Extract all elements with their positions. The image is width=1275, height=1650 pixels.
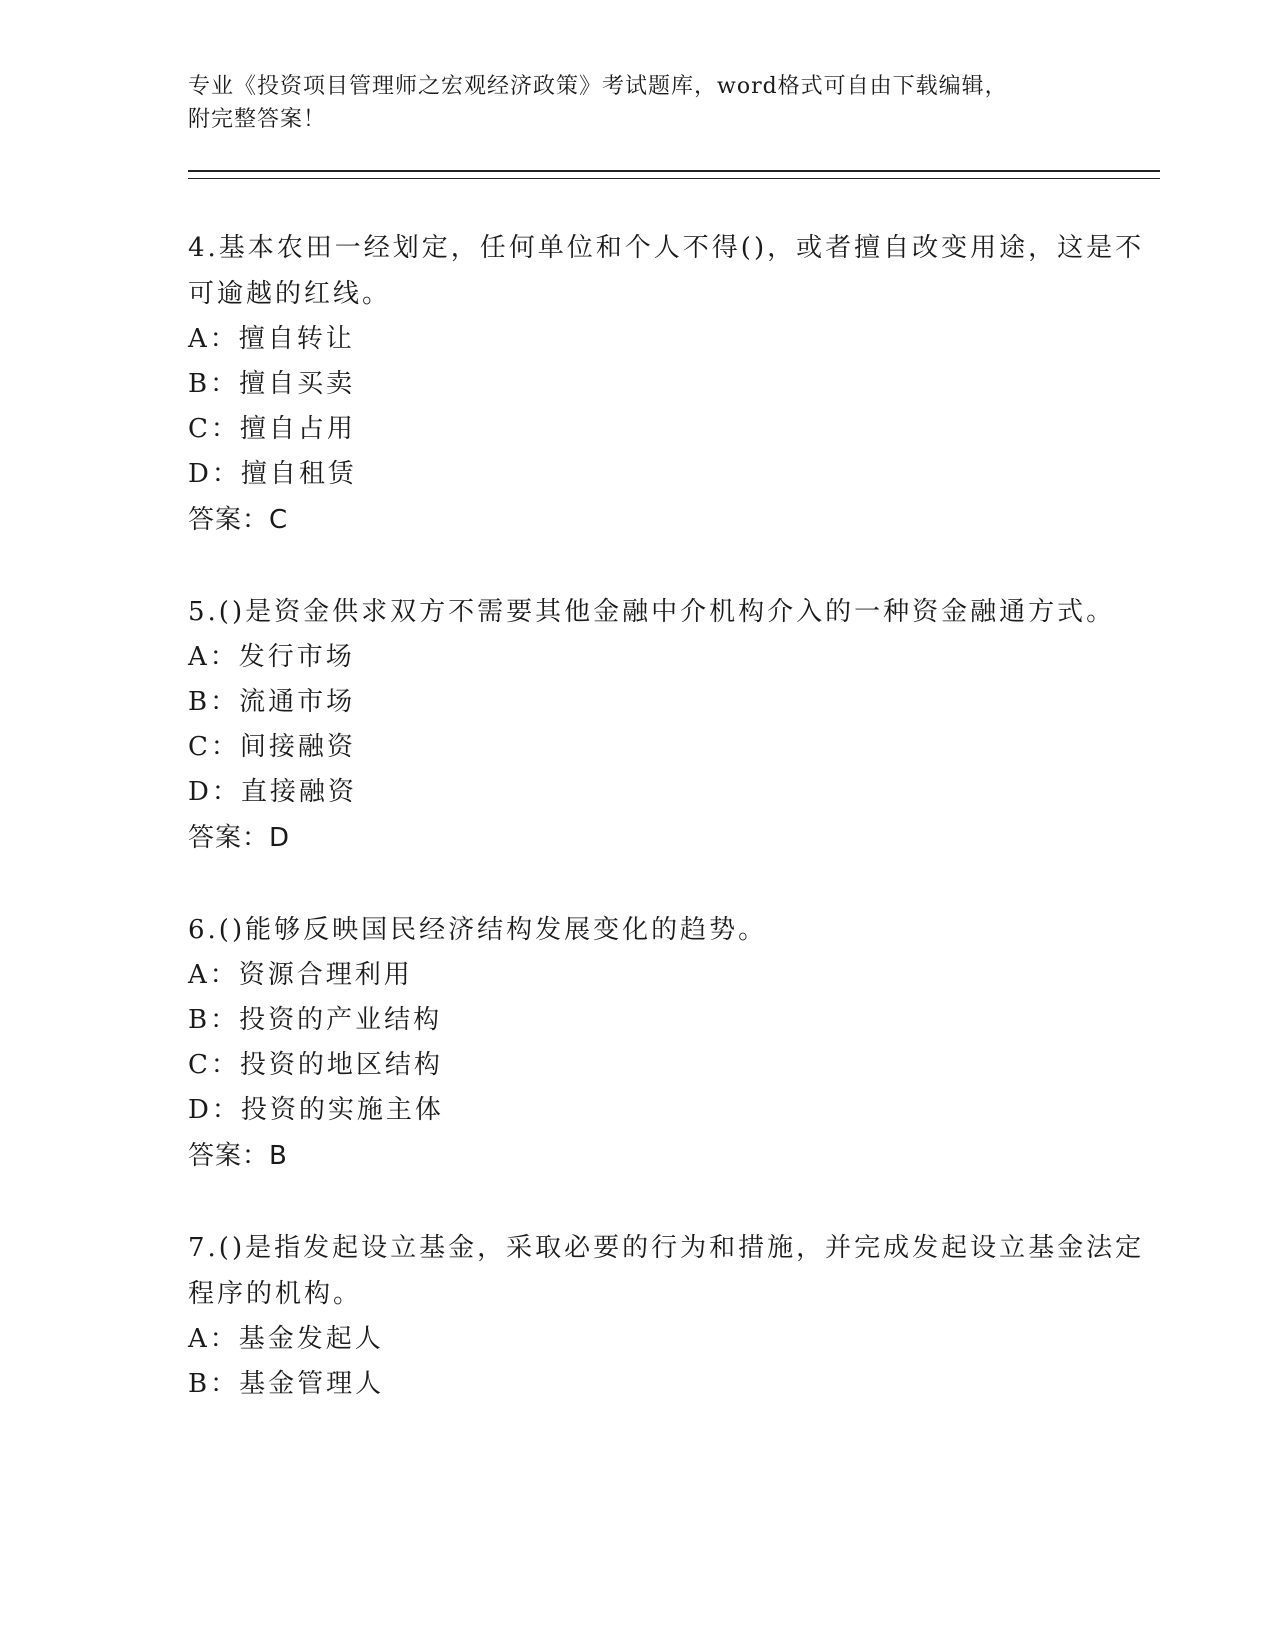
question-7 bbox=[188, 1225, 1148, 1407]
question-stem: 5.()是资金供求双方不需要其他金融中介机构介入的一种资金融通方式。 bbox=[188, 597, 1116, 627]
question-4 bbox=[188, 225, 1148, 543]
option-d: D：投资的实施主体 bbox=[188, 1095, 444, 1125]
option-c: C：投资的地区结构 bbox=[188, 1050, 443, 1080]
header-divider bbox=[188, 170, 1160, 179]
option-b: B：擅自买卖 bbox=[188, 369, 356, 399]
option-c: C：擅自占用 bbox=[188, 414, 356, 444]
header-line-1: 专业《投资项目管理师之宏观经济政策》考试题库，word格式可自由下载编辑， bbox=[188, 74, 1008, 99]
option-c: C：间接融资 bbox=[188, 732, 356, 762]
option-b: B：投资的产业结构 bbox=[188, 1005, 443, 1035]
question-stem: 7.()是指发起设立基金，采取必要的行为和措施，并完成发起设立基金法定程序的机构。 bbox=[188, 1233, 1145, 1309]
option-a: A：擅自转让 bbox=[188, 324, 355, 354]
option-b: B：流通市场 bbox=[188, 687, 356, 717]
question-6 bbox=[188, 907, 1148, 1179]
option-d: D：直接融资 bbox=[188, 777, 357, 807]
answer-line: 答案：B bbox=[188, 1141, 288, 1171]
answer-line: 答案：C bbox=[188, 505, 289, 535]
answer-line: 答案：D bbox=[188, 823, 291, 853]
document-header bbox=[188, 70, 1148, 136]
question-5 bbox=[188, 589, 1148, 861]
option-a: A：发行市场 bbox=[188, 642, 355, 672]
question-stem: 6.()能够反映国民经济结构发展变化的趋势。 bbox=[188, 915, 768, 945]
option-a: A：资源合理利用 bbox=[188, 960, 413, 990]
option-d: D：擅自租赁 bbox=[188, 459, 357, 489]
question-stem: 4.基本农田一经划定，任何单位和个人不得()，或者擅自改变用途，这是不可逾越的红线。 bbox=[188, 233, 1145, 309]
option-a: A：基金发起人 bbox=[188, 1324, 384, 1354]
header-line-2: 附完整答案！ bbox=[188, 107, 327, 132]
document-page bbox=[188, 70, 1148, 1407]
option-b: B：基金管理人 bbox=[188, 1369, 385, 1399]
